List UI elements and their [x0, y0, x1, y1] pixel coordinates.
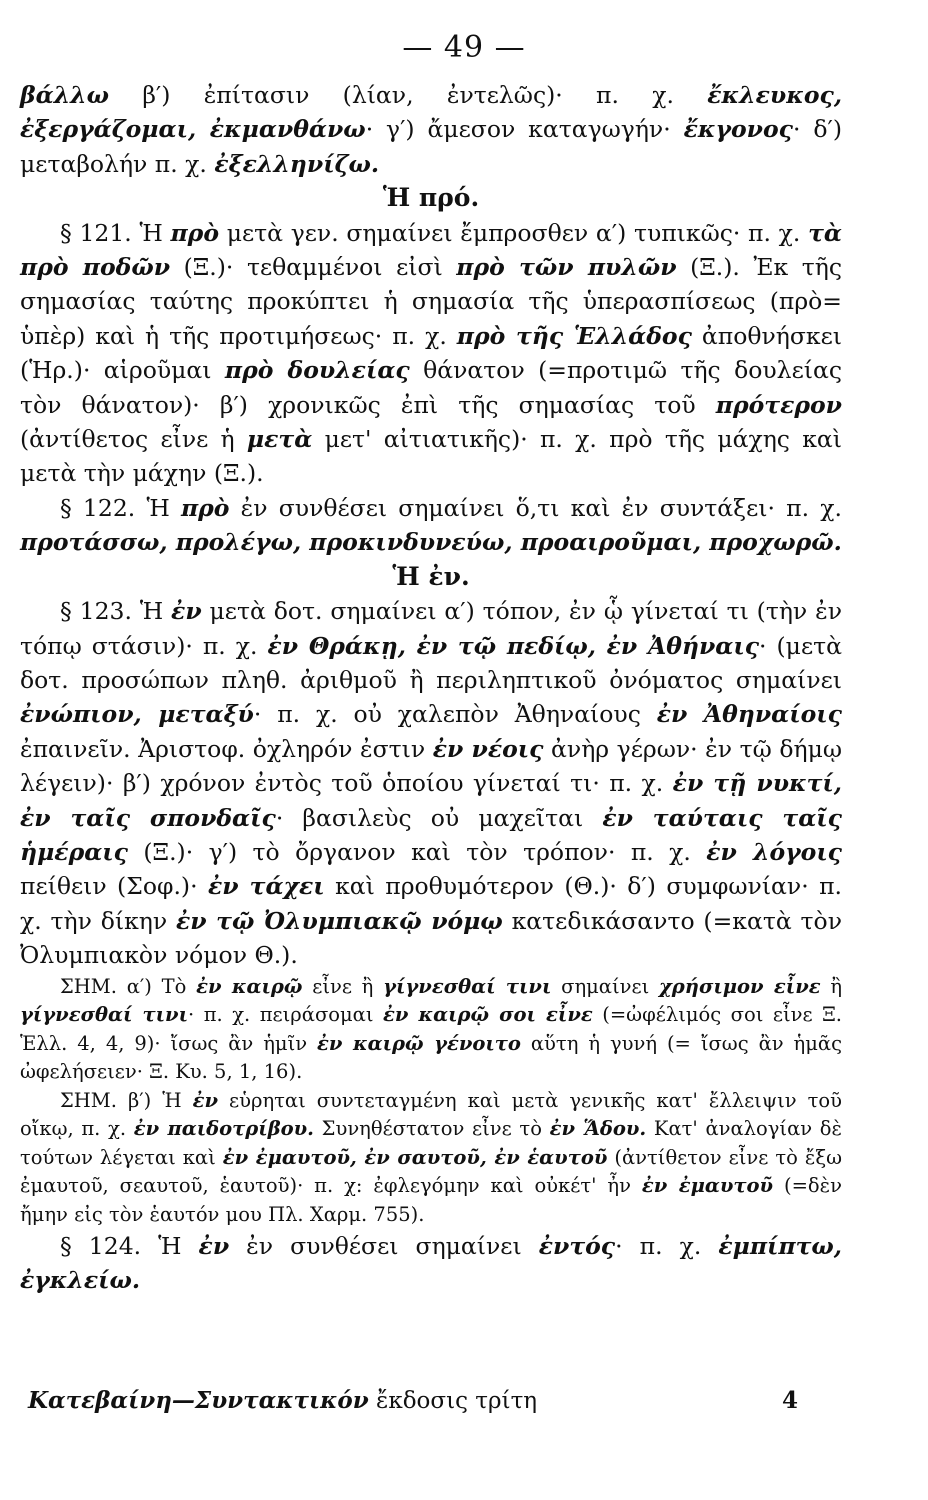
text-run: κατεδικάσαντο (=κατὰ τὸν Ὀλυμπιακὸν νόμον Θ.). [20, 906, 842, 970]
footer-signature [28, 1387, 537, 1414]
emphasis-run: ἐν καιρῷ [196, 974, 303, 998]
text-run: (Ξ.)· γ′) τὸ ὄργανον καὶ τὸν τρόπον· π. χ. [127, 837, 707, 866]
emphasis-run: πρὸ τῶν πυλῶν [456, 253, 677, 282]
emphasis-run: ἐν νέοις [432, 734, 544, 763]
intro-paragraph [20, 78, 842, 181]
text-run: πείθειν (Σοφ.)· [20, 872, 208, 901]
emphasis-run: ἔκλευκος, ἐξεργάζομαι, ἐκμανθάνω [20, 81, 842, 144]
emphasis-run: ἐμπίπτω, ἐγκλείω. [20, 1232, 842, 1295]
section-124 [20, 1229, 842, 1298]
text-run: καὶ προθυμότερον (Θ.)· δ′) συμφωνίαν· π. χ. τὴν δίκην [20, 872, 842, 935]
page-footer [28, 1387, 798, 1414]
text-run: ἐν συνθέσει σημαίνει ὅ,τι καὶ ἐν συντάξει· π. χ. [229, 493, 842, 522]
emphasis-run: ἐξελληνίζω. [214, 149, 380, 178]
emphasis-run: γίγνεσθαί τινι [20, 1003, 189, 1027]
text-run: · γ′) ἄμεσον καταγωγήν· [365, 115, 684, 144]
text-run: § 122. Ἡ [60, 493, 181, 522]
emphasis-run: προτάσσω, προλέγω, προκινδυνεύω, προαιροῦμαι, προχωρῶ. [20, 528, 842, 557]
text-run: ἐπαινεῖν. Ἀριστοφ. ὀχληρόν ἐστιν [20, 734, 433, 763]
emphasis-run: τὰ πρὸ ποδῶν [20, 218, 842, 282]
text-run: · βασιλεὺς οὐ μαχεῖται [275, 803, 603, 832]
emphasis-run: ἐν τάχει [207, 872, 325, 901]
emphasis-run: ἐν τῇ νυκτί, ἐν ταῖς σπονδαῖς [20, 769, 842, 832]
text-run: § 124. Ἡ [60, 1232, 199, 1261]
text-run: (ἀντίθετον εἶνε τὸ ἔξω ἐμαυτοῦ, σεαυτοῦ, ἑαυτοῦ)· π. χ: ἐφλεγόμην καὶ οὐκέτ' ἦν [20, 1145, 842, 1198]
emphasis-run: πρὸ τῆς Ἑλλάδος [456, 321, 692, 350]
note-b [20, 1087, 842, 1230]
heading-pro: Ἡ πρό. [382, 183, 480, 213]
footer-title: Κατεβαίνη—Συντακτικόν [28, 1387, 369, 1414]
text-run: · δ′) μεταβολήν π. χ. [20, 115, 842, 178]
text-run: § 123. Ἡ [60, 597, 172, 626]
emphasis-run: πρὸ [180, 493, 230, 522]
emphasis-run: ἐν [198, 1232, 230, 1261]
text-run: (Ξ.)· τεθαμμένοι εἰσὶ [170, 253, 457, 282]
emphasis-run: ἐντός [538, 1232, 616, 1261]
emphasis-run: ἐν ταύταις ταῖς ἡμέραις [20, 803, 842, 866]
text-run: (Ξ.). Ἐκ τῆς σημασίας ταύτης προκύπτει ἡ σημασία τῆς ὑπερασπίσεως (πρὸ= ὑπὲρ) καὶ ἡ τῆς προτιμήσεως· π. χ. [20, 253, 842, 350]
text-run: ΣΗΜ. α′) Τὸ [60, 974, 197, 998]
text-run: μετὰ γεν. σημαίνει ἔμπροσθεν α′) τυπικῶς· π. χ. [219, 218, 809, 247]
text-run: (=ὠφέλιμός σοι εἶνε Ξ. Ἑλλ. 4, 4, 9)· ἴσως ἂν ἡμῖν [20, 1003, 842, 1055]
text-run: ἢ [820, 974, 843, 998]
note-a [20, 973, 842, 1087]
emphasis-run: ἐν [192, 1088, 219, 1112]
heading-en: Ἡ ἐν. [392, 561, 470, 591]
text-run: β′) ἐπίτασιν (λίαν, ἐντελῶς)· π. χ. [109, 81, 708, 109]
section-121 [20, 216, 842, 491]
text-run: ἀνὴρ γέρων· ἐν τῷ δήμῳ λέγειν)· β′) χρόνον ἐντὸς τοῦ ὁποίου γίνεταί τι· π. χ. [20, 734, 843, 798]
section-123 [20, 594, 842, 972]
emphasis-run: ἐν Θράκῃ, ἐν τῷ πεδίῳ, ἐν Ἀθήναις [267, 631, 760, 660]
footer-edition: ἔκδοσις τρίτη [375, 1388, 538, 1414]
text-run: μετ' αἰτιατικῆς)· π. χ. πρὸ τῆς μάχης καὶ μετὰ τὴν μάχην (Ξ.). [20, 425, 842, 488]
page-number: — 49 — [402, 30, 526, 65]
section-122 [20, 491, 842, 560]
emphasis-run: πρὸ δουλείας [224, 356, 410, 385]
emphasis-run: ἐν Ἅδου. [549, 1117, 647, 1141]
text-run: σημαίνει [551, 974, 659, 998]
emphasis-run: ἐν [171, 597, 202, 626]
emphasis-run: ἐν ἐμαυτοῦ, ἐν σαυτοῦ, ἐν ἑαυτοῦ [222, 1145, 608, 1169]
emphasis-run: ἔκγονος [683, 115, 793, 144]
text-run: θάνατον (=προτιμῶ τῆς δουλείας τὸν θάνατον)· β′) χρονικῶς ἐπὶ τῆς σημασίας τοῦ [20, 356, 842, 419]
emphasis-run: ἐν παιδοτρίβου. [133, 1117, 314, 1141]
text-run: Συνηθέστατον εἶνε τὸ [313, 1117, 550, 1141]
text-run: · π. χ. [615, 1232, 719, 1261]
text-run: · π. χ. πειράσομαι [188, 1003, 383, 1027]
text-run: εὑρηται συντεταγμένη καὶ μετὰ γενικῆς κατ' ἔλλειψιν τοῦ οἴκῳ, π. χ. [20, 1088, 842, 1141]
emphasis-run: γίγνεσθαί τινι [383, 974, 552, 998]
text-run: εἶνε ἢ [302, 974, 384, 998]
text-run: μετὰ δοτ. σημαίνει α′) τόπον, ἐν ᾧ γίνεταί τι (τὴν ἐν τόπῳ στάσιν)· π. χ. [20, 597, 842, 660]
emphasis-run: ἐν ἐμαυτοῦ [641, 1174, 774, 1198]
emphasis-run: ἐν τῷ Ὀλυμπιακῷ νόμῳ [176, 906, 503, 935]
text-run: αὕτη ἡ γυνή (= ἴσως ἂν ἡμᾶς ὠφελήσειεν· Ξ. Κυ. 5, 1, 16). [20, 1031, 842, 1084]
emphasis-run: πρότερον [715, 390, 842, 419]
footer-sheet-number: 4 [781, 1387, 798, 1414]
emphasis-run: ἐν Ἀθηναίοις [656, 700, 842, 729]
page-body [20, 78, 842, 1298]
text-run: Κατ' ἀναλογίαν δὲ τούτων λέγεται καὶ [20, 1117, 842, 1169]
emphasis-run: χρήσιμον εἶνε [658, 974, 821, 998]
emphasis-run: ἐν λόγοις [706, 837, 842, 866]
text-run: ἐν συνθέσει σημαίνει [229, 1232, 539, 1261]
text-run: · π. χ. οὐ χαλεπὸν Ἀθηναίους [253, 700, 657, 729]
text-run: ΣΗΜ. β′) Ἡ [60, 1088, 193, 1112]
text-run: § 121. Ἡ [60, 218, 171, 247]
emphasis-run: πρὸ [170, 218, 219, 247]
text-run: (ἀντίθετος εἶνε ἡ [20, 425, 247, 454]
text-run: ἀποθνήσκει (Ἡρ.)· αἱροῦμαι [20, 321, 842, 385]
emphasis-run: ἐν καιρῷ γένοιτο [317, 1031, 521, 1055]
emphasis-run: ἐνώπιον, μεταξύ [20, 700, 254, 729]
emphasis-run: μετὰ [246, 425, 313, 454]
emphasis-run: ἐν καιρῷ σοι εἶνε [382, 1003, 593, 1027]
emphasis-run: βάλλω [20, 81, 110, 109]
text-run: (=δὲν ἤμην εἰς τὸν ἑαυτόν μου Πλ. Χαρμ. 755). [20, 1174, 842, 1226]
text-run: · (μετὰ δοτ. προσώπων πληθ. ἀριθμοῦ ἢ περιληπτικοῦ ὀνόματος σημαίνει [20, 631, 842, 694]
